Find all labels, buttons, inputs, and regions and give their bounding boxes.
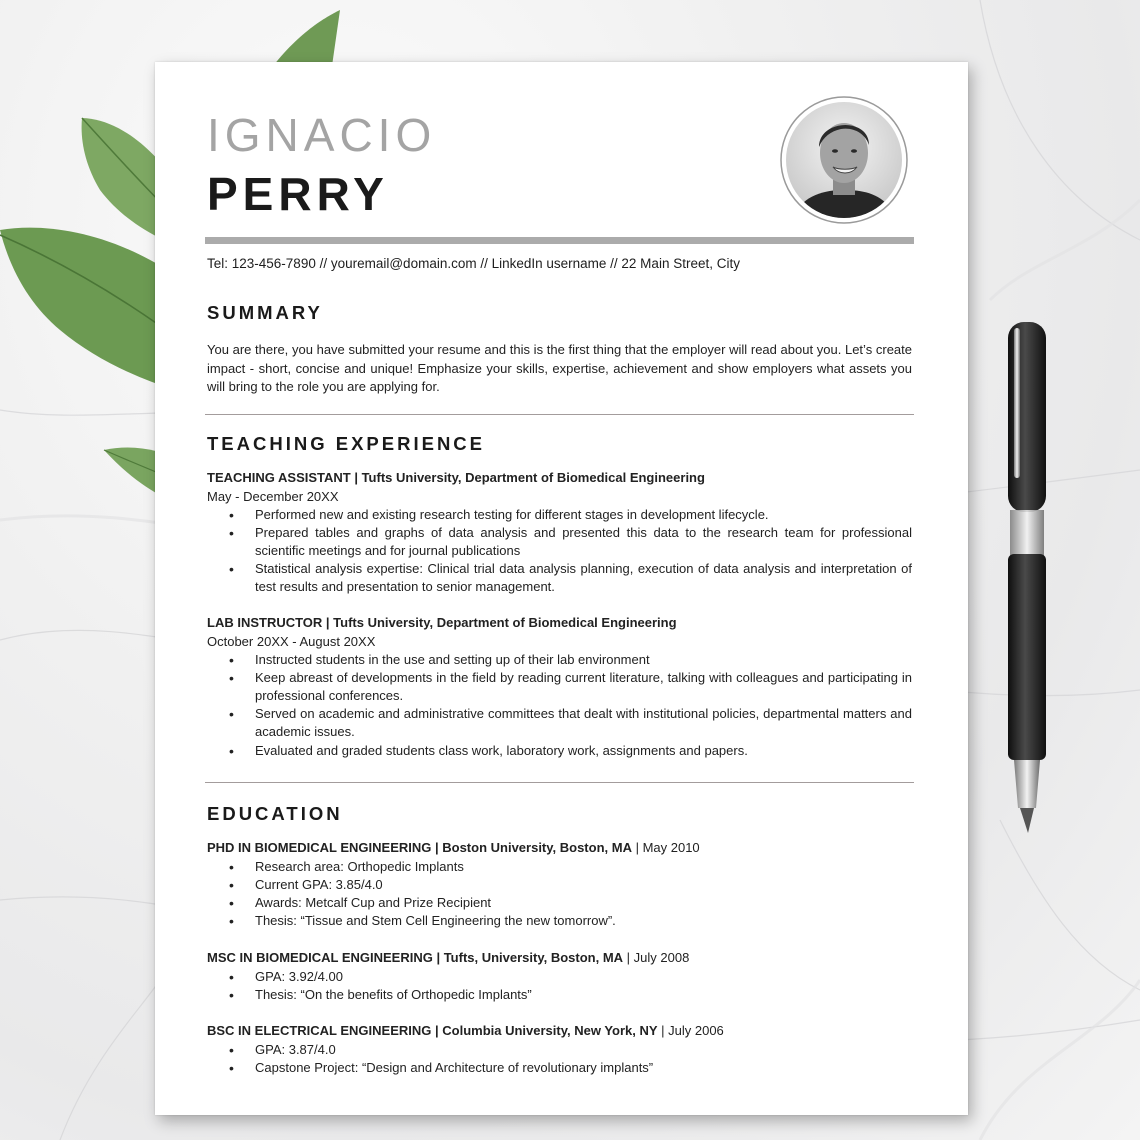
header-bar (205, 237, 914, 244)
list-item: • Instructed students in the use and setting up of their lab environment (255, 651, 912, 669)
education-heading: EDUCATION (207, 803, 343, 824)
summary-heading: SUMMARY (207, 302, 323, 323)
list-item: • Thesis: “On the benefits of Orthopedic Implants” (255, 986, 912, 1004)
list-item: • Capstone Project: “Design and Architecture of revolutionary implants” (255, 1059, 912, 1077)
job-role: LAB INSTRUCTOR | Tufts University, Department of Biomedical Engineering (207, 615, 677, 630)
experience-heading: TEACHING EXPERIENCE (207, 433, 486, 454)
degree-name: PHD IN BIOMEDICAL ENGINEERING | Boston University, Boston, MA (207, 840, 632, 855)
job-entry (207, 469, 912, 597)
job-bullets (207, 651, 912, 760)
degree-bullets (207, 858, 912, 931)
list-item: • Performed new and existing research testing for different stages in development lifecycle. (255, 506, 912, 524)
degree-bullets (207, 1041, 912, 1077)
degree-date: | July 2006 (657, 1023, 724, 1038)
job-role: TEACHING ASSISTANT | Tufts University, Department of Biomedical Engineering (207, 470, 705, 485)
list-item: • Research area: Orthopedic Implants (255, 858, 912, 876)
last-name: PERRY (207, 168, 389, 220)
degree-title (207, 839, 912, 858)
list-item: • Awards: Metcalf Cup and Prize Recipient (255, 894, 912, 912)
list-item: • Current GPA: 3.85/4.0 (255, 876, 912, 894)
section-divider (205, 414, 914, 415)
section-divider (205, 782, 914, 783)
degree-name: BSC IN ELECTRICAL ENGINEERING | Columbia University, New York, NY (207, 1023, 658, 1038)
list-item: • Thesis: “Tissue and Stem Cell Engineering the new tomorrow”. (255, 912, 912, 930)
degree-bullets (207, 968, 912, 1004)
list-item: • GPA: 3.87/4.0 (255, 1041, 912, 1059)
list-item: • Evaluated and graded students class work, laboratory work, assignments and papers. (255, 742, 912, 760)
job-dates: October 20XX - August 20XX (207, 633, 376, 649)
degree-date: | July 2008 (623, 950, 690, 965)
list-item: • Statistical analysis expertise: Clinical trial data analysis planning, execution of data analysis and interpretation of test results and presentation to senior management. (255, 560, 912, 596)
first-name: IGNACIO (207, 109, 437, 161)
summary-text: You are there, you have submitted your resume and this is the first thing that the employer will read about you. Let’s create impact - short, concise and unique! Emphasize your skills, expertise, achievement and show employers what assets you will bring to the role you are applying for. (207, 342, 912, 394)
degree-entry (207, 839, 912, 930)
ballpoint-pen (1000, 318, 1060, 838)
degree-entry (207, 949, 912, 1004)
list-item: • GPA: 3.92/4.00 (255, 968, 912, 986)
degree-title (207, 1022, 912, 1041)
portrait-photo (779, 95, 909, 225)
job-entry (207, 614, 912, 760)
degree-name: MSC IN BIOMEDICAL ENGINEERING | Tufts, University, Boston, MA (207, 950, 624, 965)
job-bullets (207, 506, 912, 597)
list-item: • Keep abreast of developments in the field by reading current literature, talking with colleagues and participating in professional conferences. (255, 669, 912, 705)
degree-entry (207, 1022, 912, 1077)
resume-page (155, 62, 968, 1115)
list-item: • Prepared tables and graphs of data analysis and presented this data to the research team for professional scientific meetings and for journal publications (255, 524, 912, 560)
contact-line: Tel: 123-456-7890 // youremail@domain.com // LinkedIn username // 22 Main Street, City (207, 256, 740, 271)
degree-date: | May 2010 (631, 840, 700, 855)
list-item: • Served on academic and administrative committees that dealt with institutional policies, departmental matters and academic issues. (255, 705, 912, 741)
job-dates: May - December 20XX (207, 488, 339, 504)
degree-title (207, 949, 912, 968)
